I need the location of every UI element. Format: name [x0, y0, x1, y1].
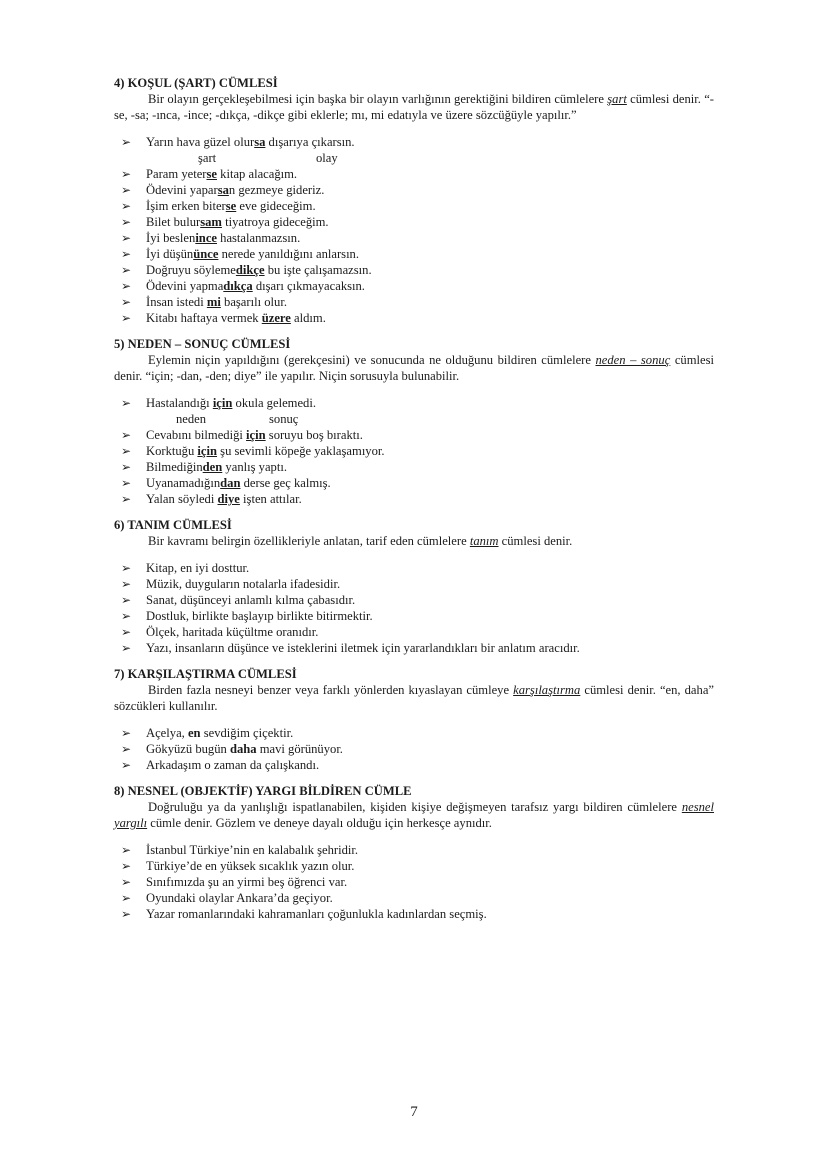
arrow-bullet-icon: ➢ — [121, 247, 132, 261]
section-title: 8) NESNEL (OBJEKTİF) YARGI BİLDİREN CÜMLE — [114, 784, 412, 798]
arrow-bullet-icon: ➢ — [121, 428, 132, 442]
arrow-bullet-icon: ➢ — [121, 641, 132, 655]
arrow-bullet-icon: ➢ — [121, 167, 132, 181]
list-item: ➢ Ödevini yaparsan gezmeye gideriz. — [121, 183, 325, 197]
arrow-bullet-icon: ➢ — [121, 215, 132, 229]
list-item: ➢ Yalan söyledi diye işten attılar. — [121, 492, 302, 506]
arrow-bullet-icon: ➢ — [121, 396, 132, 410]
section-definition — [114, 517, 714, 656]
list-item: ➢ Bilet bulursam tiyatroya gideceğim. — [121, 215, 329, 229]
annotation-row — [114, 411, 714, 427]
term: neden – sonuç — [595, 353, 671, 367]
section-title: 5) NEDEN – SONUÇ CÜMLESİ — [114, 337, 291, 351]
list-item: ➢ İstanbul Türkiye’nin en kalabalık şehridir. — [121, 843, 359, 857]
arrow-bullet-icon: ➢ — [121, 263, 132, 277]
list-item: ➢ Ödevini yapmadıkça dışarı çıkmayacaksın. — [121, 279, 365, 293]
arrow-bullet-icon: ➢ — [121, 183, 132, 197]
arrow-bullet-icon: ➢ — [121, 577, 132, 591]
list-item: ➢ Arkadaşım o zaman da çalışkandı. — [121, 758, 320, 772]
arrow-bullet-icon: ➢ — [121, 859, 132, 873]
list-item: ➢ Kitap, en iyi dosttur. — [121, 561, 250, 575]
content — [114, 75, 714, 932]
list-item: ➢ Gökyüzü bugün daha mavi görünüyor. — [121, 742, 343, 756]
annotation-label: neden — [176, 412, 207, 426]
list-item: ➢ Doğruyu söylemedikçe bu işte çalışamazsın. — [121, 263, 372, 277]
annotation-label: sonuç — [269, 412, 299, 426]
list-item: ➢ Yazar romanlarındaki kahramanları çoğunlukla kadınlardan seçmiş. — [121, 907, 487, 921]
section-title: 6) TANIM CÜMLESİ — [114, 518, 232, 532]
arrow-bullet-icon: ➢ — [121, 311, 132, 325]
annotation-label: şart — [198, 151, 217, 165]
list-item: ➢ Bilmediğinden yanlış yaptı. — [121, 460, 287, 474]
arrow-bullet-icon: ➢ — [121, 726, 132, 740]
page-number: 7 — [410, 1104, 418, 1120]
example-list — [114, 842, 714, 922]
section-intro: Bir kavramı belirgin özellikleriyle anlatan, tarif eden cümlelere tanım cümlesi denir. — [148, 534, 573, 548]
list-item: ➢ Yazı, insanların düşünce ve isteklerini iletmek için yararlandıkları bir anlatım aracıdır. — [121, 641, 580, 655]
example-list — [114, 395, 714, 507]
arrow-bullet-icon: ➢ — [121, 444, 132, 458]
list-item: ➢ Yarın hava güzel olursa dışarıya çıkarsın. — [121, 135, 355, 149]
list-item: ➢ Sanat, düşünceyi anlamlı kılma çabasıdır. — [121, 593, 356, 607]
arrow-bullet-icon: ➢ — [121, 295, 132, 309]
example-list — [114, 560, 714, 656]
annotation-row — [114, 150, 714, 166]
arrow-bullet-icon: ➢ — [121, 843, 132, 857]
arrow-bullet-icon: ➢ — [121, 135, 132, 149]
arrow-bullet-icon: ➢ — [121, 609, 132, 623]
list-item: ➢ Hastalandığı için okula gelemedi. — [121, 396, 316, 410]
arrow-bullet-icon: ➢ — [121, 593, 132, 607]
example-list — [114, 725, 714, 773]
list-item: ➢ İyi beslenince hastalanmazsın. — [121, 231, 301, 245]
arrow-bullet-icon: ➢ — [121, 625, 132, 639]
arrow-bullet-icon: ➢ — [121, 199, 132, 213]
term: tanım — [469, 534, 499, 548]
arrow-bullet-icon: ➢ — [121, 279, 132, 293]
list-item: ➢ Türkiye’de en yüksek sıcaklık yazın olur. — [121, 859, 355, 873]
term: şart — [607, 92, 627, 106]
list-item: ➢ Dostluk, birlikte başlayıp birlikte bitirmektir. — [121, 609, 373, 623]
section-title: 4) KOŞUL (ŞART) CÜMLESİ — [114, 76, 278, 90]
arrow-bullet-icon: ➢ — [121, 231, 132, 245]
list-item: ➢ Oyundaki olaylar Ankara’da geçiyor. — [121, 891, 333, 905]
section-comparison — [114, 666, 714, 773]
arrow-bullet-icon: ➢ — [121, 907, 132, 921]
section-intro: Doğruluğu ya da yanlışlığı ispatlanabilen, kişiden kişiye değişmeyen tarafsız yargı bildiren cümlelere nesnel yargılı cümle denir. Gözlem ve deneye dayalı olduğu için herkesçe aynıdır. — [114, 800, 714, 830]
section-title: 7) KARŞILAŞTIRMA CÜMLESİ — [114, 667, 297, 681]
list-item: ➢ Müzik, duyguların notalarla ifadesidir. — [121, 577, 341, 591]
arrow-bullet-icon: ➢ — [121, 460, 132, 474]
example-list — [114, 134, 714, 326]
list-item: ➢ İnsan istedi mi başarılı olur. — [121, 295, 287, 309]
list-item: ➢ İyi düşününce nerede yanıldığını anlarsın. — [121, 247, 360, 261]
arrow-bullet-icon: ➢ — [121, 561, 132, 575]
arrow-bullet-icon: ➢ — [121, 492, 132, 506]
annotation-label: olay — [316, 151, 338, 165]
arrow-bullet-icon: ➢ — [121, 891, 132, 905]
section-objective — [114, 783, 714, 922]
list-item: ➢ Cevabını bilmediği için soruyu boş bıraktı. — [121, 428, 363, 442]
list-item: ➢ Ölçek, haritada küçültme oranıdır. — [121, 625, 319, 639]
section-intro: Birden fazla nesneyi benzer veya farklı yönlerden kıyaslayan cümleye karşılaştırma cümlesi denir. “en, daha” sözcükleri kullanılır. — [114, 683, 714, 713]
arrow-bullet-icon: ➢ — [121, 875, 132, 889]
section-intro: Bir olayın gerçekleşebilmesi için başka bir olayın varlığının gerektiğini bildiren cümlelere şart cümlesi denir. “-se, -sa; -ınca, -ince; -dıkça, -dikçe gibi eklerle; mı, mi edatıyla ve üzere sözcüğüyle yapılır.” — [114, 92, 714, 122]
list-item: ➢ Param yeterse kitap alacağım. — [121, 167, 298, 181]
term: nesnel yargılı — [114, 800, 714, 830]
arrow-bullet-icon: ➢ — [121, 758, 132, 772]
section-intro: Eylemin niçin yapıldığını (gerekçesini) ve sonucunda ne olduğunu bildiren cümlelere neden – sonuç cümlesi denir. “için; -dan, -den; diye” ile yapılır. Niçin sorusuyla bulunabilir. — [114, 353, 714, 383]
section-condition — [114, 75, 714, 326]
arrow-bullet-icon: ➢ — [121, 742, 132, 756]
list-item: ➢ İşim erken biterse eve gideceğim. — [121, 199, 316, 213]
list-item: ➢ Sınıfımızda şu an yirmi beş öğrenci var. — [121, 875, 348, 889]
arrow-bullet-icon: ➢ — [121, 476, 132, 490]
section-cause-effect — [114, 336, 714, 507]
list-item: ➢ Kitabı haftaya vermek üzere aldım. — [121, 311, 326, 325]
list-item: ➢ Açelya, en sevdiğim çiçektir. — [121, 726, 294, 740]
list-item: ➢ Korktuğu için şu sevimli köpeğe yaklaşamıyor. — [121, 444, 385, 458]
list-item: ➢ Uyanamadığından derse geç kalmış. — [121, 476, 331, 490]
term: karşılaştırma — [513, 683, 581, 697]
